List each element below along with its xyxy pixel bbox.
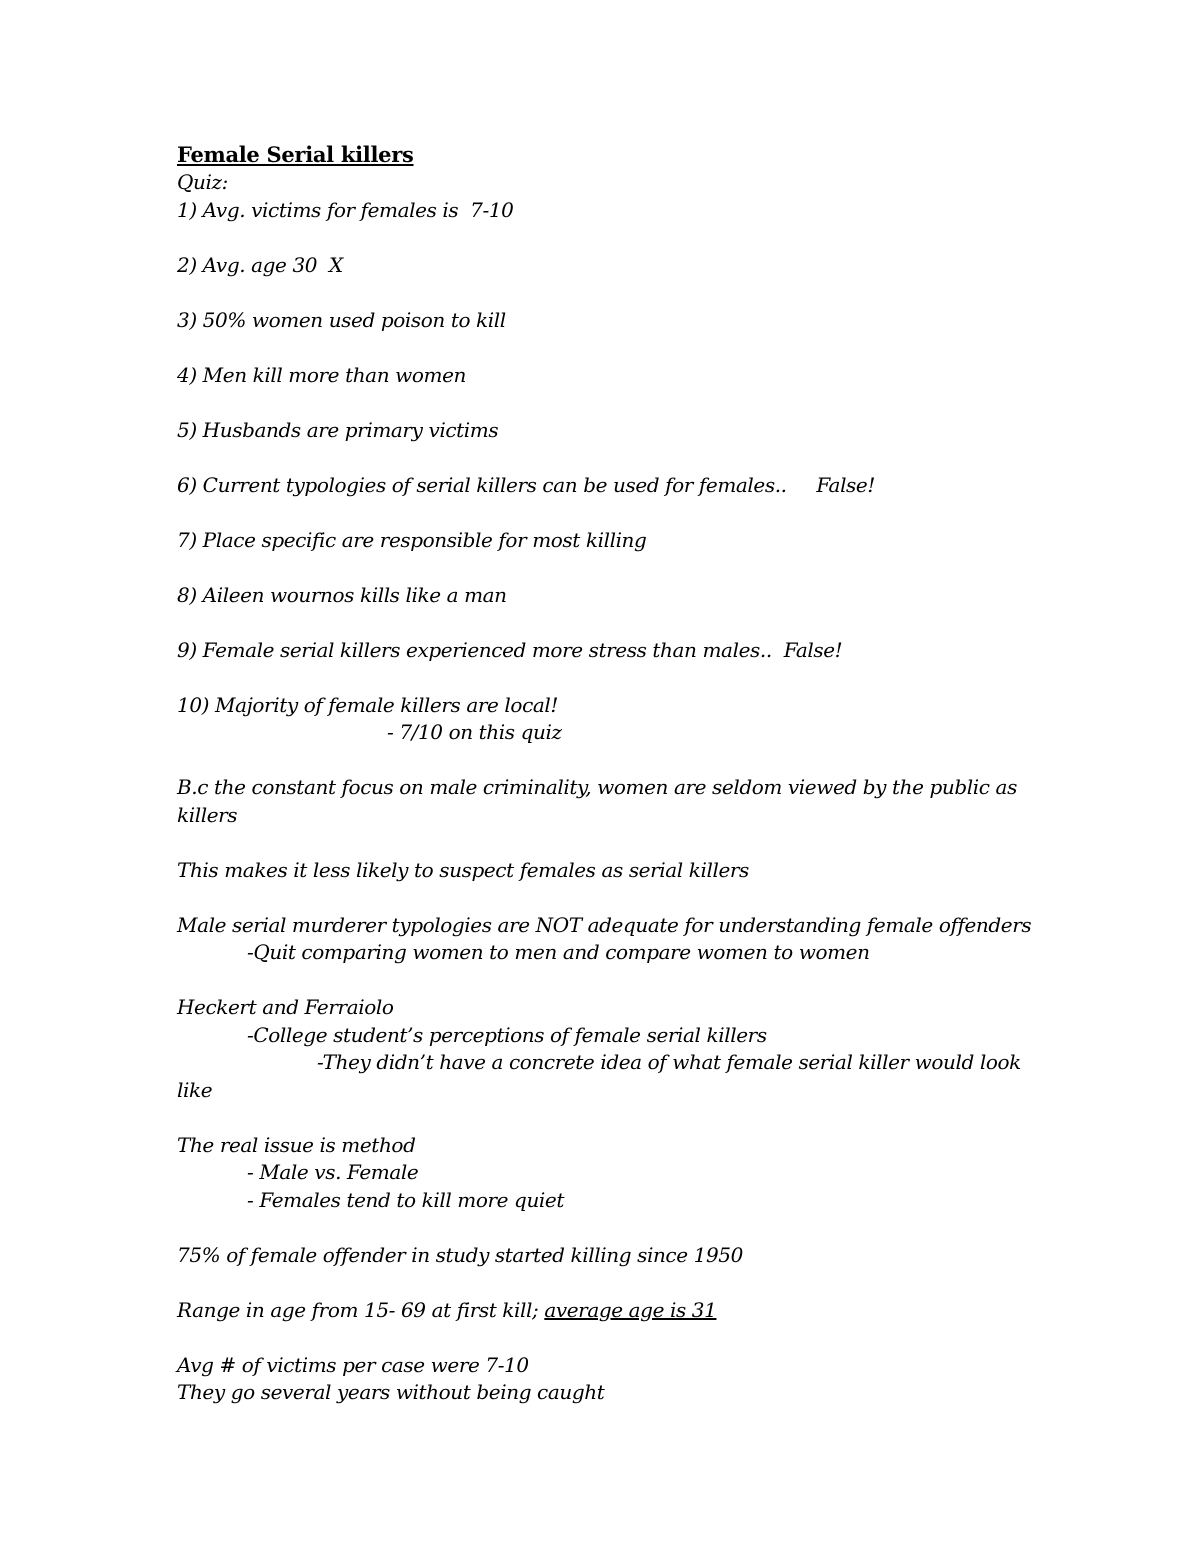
quiz-item-3: 3) 50% women used poison to kill	[177, 307, 506, 332]
document-page	[177, 140, 1037, 1407]
spacer	[177, 499, 1037, 527]
note-since-1950: 75% of female offender in study started killing since 1950	[177, 1242, 743, 1267]
spacer	[177, 1324, 1037, 1352]
spacer	[177, 279, 1037, 307]
spacer	[177, 224, 1037, 252]
spacer	[177, 664, 1037, 692]
quiz-item-6: 6) Current typologies of serial killers can be used for females.. False!	[177, 472, 875, 497]
note-college: -College student’s perceptions of female serial killers	[247, 1022, 767, 1047]
spacer	[177, 1214, 1037, 1242]
quiz-item-8: 8) Aileen wournos kills like a man	[177, 582, 507, 607]
quiz-item-10: 10) Majority of female killers are local!	[177, 692, 559, 717]
spacer	[177, 389, 1037, 417]
quiz-score: - 7/10 on this quiz	[387, 720, 562, 744]
note-average-age: average age is 31	[544, 1297, 717, 1322]
quiz-item-4: 4) Men kill more than women	[177, 362, 466, 387]
note-avg-victims: Avg # of victims per case were 7-10	[177, 1352, 529, 1377]
document-title: Female Serial killers	[177, 142, 414, 167]
quiz-item-5: 5) Husbands are primary victims	[177, 417, 499, 442]
spacer	[177, 1104, 1037, 1132]
note-range	[177, 1297, 1037, 1325]
spacer	[177, 1269, 1037, 1297]
spacer	[177, 609, 1037, 637]
spacer	[177, 747, 1037, 775]
note-real-issue: The real issue is method	[177, 1132, 416, 1157]
quiz-item-7: 7) Place specific are responsible for most killing	[177, 527, 647, 552]
spacer	[177, 444, 1037, 472]
note-heckert: Heckert and Ferraiolo	[177, 995, 394, 1019]
spacer	[177, 554, 1037, 582]
spacer	[177, 334, 1037, 362]
quiz-item-1: 1) Avg. victims for females is 7-10	[177, 197, 514, 222]
note-range-text: Range in age from 15- 69 at first kill;	[177, 1297, 545, 1322]
note-caught: They go several years without being caught	[177, 1380, 605, 1404]
quiz-item-2: 2) Avg. age 30 X	[177, 252, 343, 277]
note-quiet: - Females tend to kill more quiet	[247, 1187, 565, 1212]
spacer	[177, 884, 1037, 912]
quiz-item-9: 9) Female serial killers experienced more stress than males.. False!	[177, 637, 843, 662]
spacer	[177, 967, 1037, 995]
note-suspect: This makes it less likely to suspect females as serial killers	[177, 857, 749, 882]
note-typologies: Male serial murderer typologies are NOT adequate for understanding female offenders	[177, 912, 1032, 937]
note-quit: -Quit comparing women to men and compare women to women	[247, 940, 870, 964]
quiz-heading: Quiz:	[177, 170, 228, 194]
note-male-vs-female: - Male vs. Female	[247, 1160, 419, 1184]
note-concrete-cont: like	[177, 1077, 213, 1102]
note-concrete: -They didn’t have a concrete idea of what female serial killer would look	[317, 1050, 1021, 1074]
note-bc: B.c the constant focus on male criminality, women are seldom viewed by the public as killers	[177, 775, 1017, 827]
spacer	[177, 829, 1037, 857]
